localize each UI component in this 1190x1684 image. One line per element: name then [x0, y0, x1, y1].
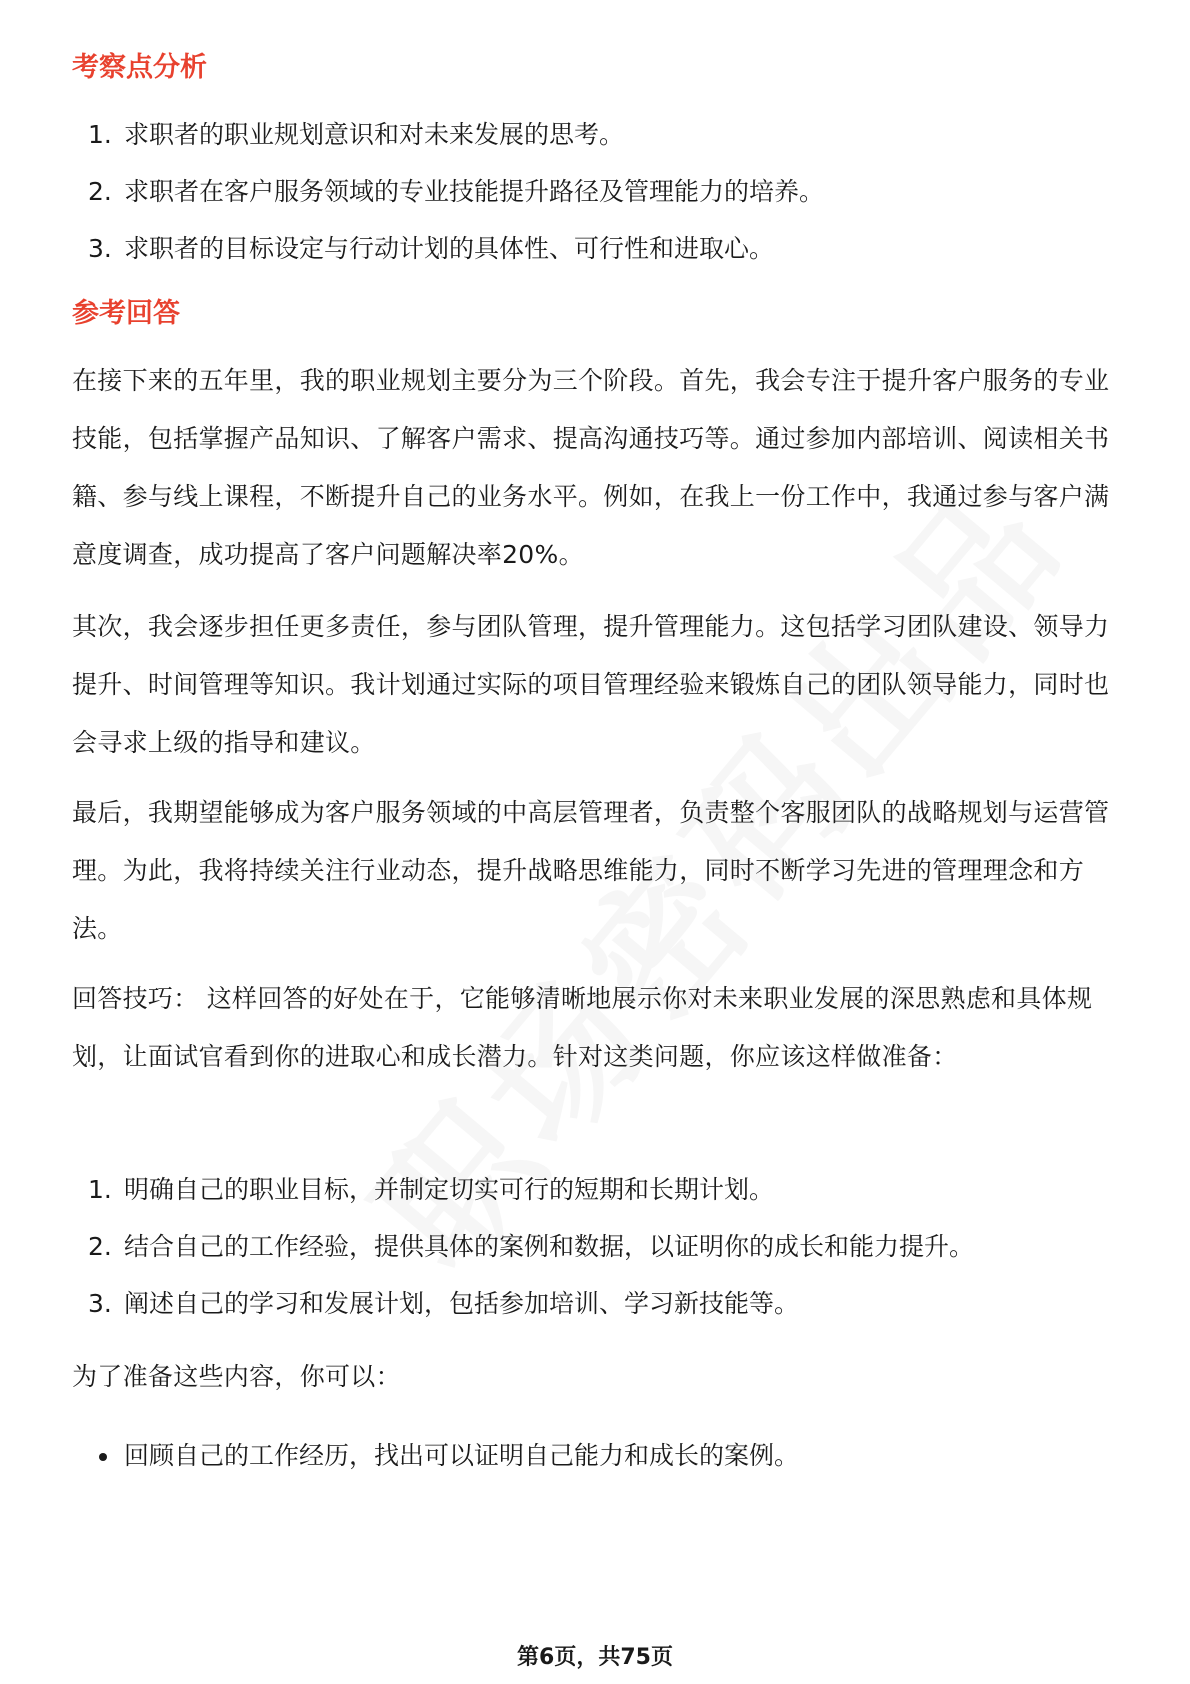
prep-bullet-list [72, 1438, 1122, 1495]
answer-paragraph-2: 其次，我会逐步担任更多责任，参与团队管理，提升管理能力。这包括学习团队建设、领导力提升、时间管理等知识。我计划通过实际的项目管理经验来锻炼自己的团队领导能力，同时也会寻求上级的指导和建议。 [72, 612, 1110, 757]
list-item [72, 174, 1122, 210]
section-heading-answer: 参考回答 [72, 298, 180, 329]
bullet-dot-icon [99, 1453, 107, 1461]
answer-paragraph-1: 在接下来的五年里，我的职业规划主要分为三个阶段。首先，我会专注于提升客户服务的专业技能，包括掌握产品知识、了解客户需求、提高沟通技巧等。通过参加内部培训、阅读相关书籍、参与线上课程，不断提升自己的业务水平。例如，在我上一份工作中，我通过参与客户满意度调查，成功提高了客户问题解决率20%。 [72, 366, 1110, 569]
list-text: 阐述自己的学习和发展计划，包括参加培训、学习新技能等。 [124, 1289, 800, 1318]
list-text: 结合自己的工作经验，提供具体的案例和数据，以证明你的成长和能力提升。 [124, 1232, 975, 1261]
list-text: 求职者在客户服务领域的专业技能提升路径及管理能力的培养。 [124, 177, 825, 206]
list-number: 1. [88, 120, 112, 149]
list-text: 求职者的目标设定与行动计划的具体性、可行性和进取心。 [124, 234, 775, 263]
bullet-text: 回顾自己的工作经历，找出可以证明自己能力和成长的案例。 [124, 1441, 800, 1470]
list-text: 明确自己的职业目标，并制定切实可行的短期和长期计划。 [124, 1175, 775, 1204]
list-number: 3. [88, 234, 112, 263]
answer-paragraph-3: 最后，我期望能够成为客户服务领域的中高层管理者，负责整个客服团队的战略规划与运营管理。为此，我将持续关注行业动态，提升战略思维能力，同时不断学习先进的管理理念和方法。 [72, 798, 1110, 943]
list-item [72, 1229, 1122, 1265]
list-text: 求职者的职业规划意识和对未来发展的思考。 [124, 120, 625, 149]
answer-tips-paragraph: 回答技巧： 这样回答的好处在于，它能够清晰地展示你对未来职业发展的深思熟虑和具体规划，让面试官看到你的进取心和成长潜力。针对这类问题，你应该这样做准备： [72, 984, 1093, 1071]
page-number: 第6页，共75页 [517, 1645, 673, 1670]
list-item [72, 1172, 1122, 1208]
list-item [72, 1286, 1122, 1322]
analysis-list [72, 117, 1122, 288]
list-number: 1. [88, 1175, 112, 1204]
list-number: 2. [88, 177, 112, 206]
list-number: 2. [88, 1232, 112, 1261]
list-number: 3. [88, 1289, 112, 1318]
tips-list [72, 1172, 1122, 1343]
list-item [72, 117, 1122, 153]
section-heading-analysis: 考察点分析 [72, 52, 207, 83]
list-item [72, 231, 1122, 267]
bullet-item [72, 1438, 1122, 1474]
prep-intro: 为了准备这些内容，你可以： [72, 1362, 401, 1391]
